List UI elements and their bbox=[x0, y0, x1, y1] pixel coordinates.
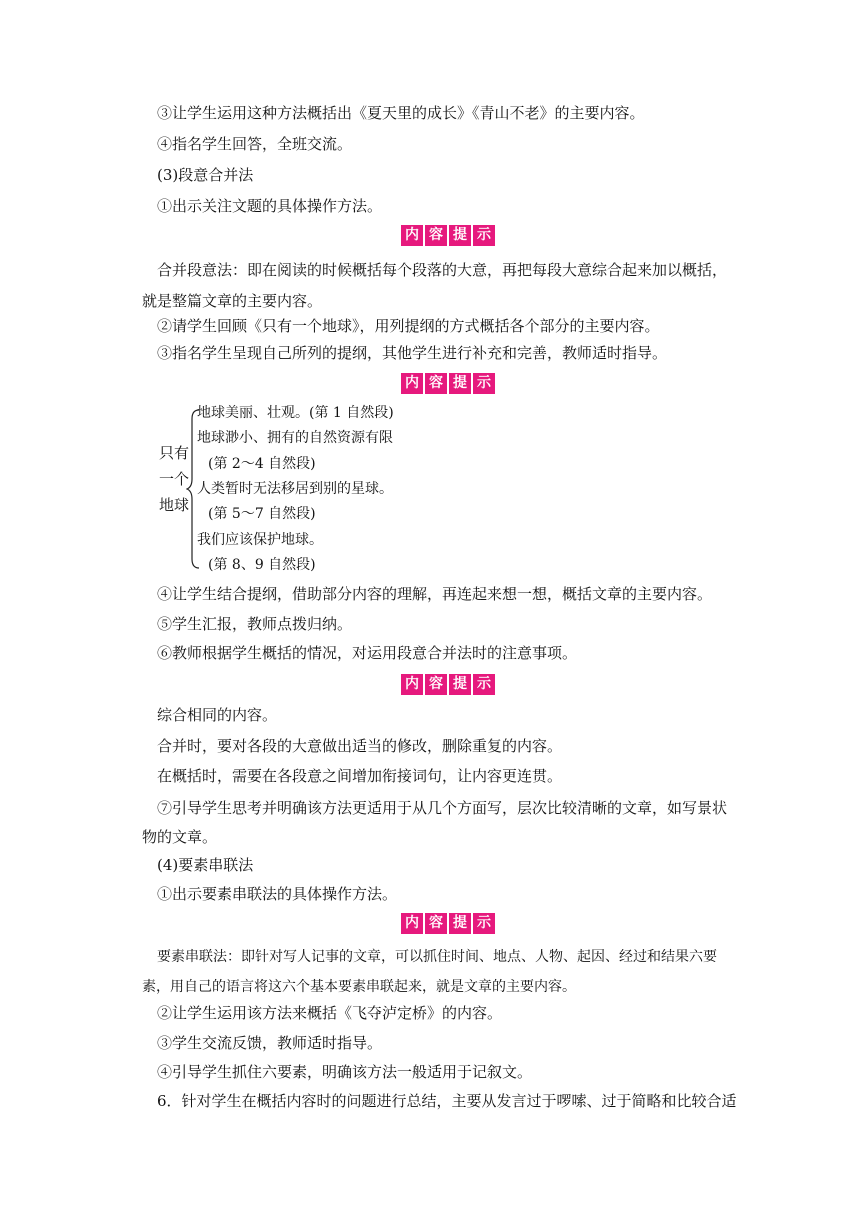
content-hint-badge: 内 容 提 示 bbox=[401, 674, 495, 695]
merge-method-definition: 合并段意法：即在阅读的时候概括每个段落的大意，再把每段大意综合起来加以概括，就是整篇文章的主要内容。 bbox=[142, 261, 728, 310]
note-item: 在概括时，需要在各段意之间增加衔接词句，让内容更连贯。 bbox=[157, 767, 563, 785]
note-item: 综合相同的内容。 bbox=[157, 706, 278, 724]
section-3-heading: (3)段意合并法 bbox=[157, 166, 254, 184]
elements-method-definition: 要素串联法：即针对写人记事的文章，可以抓住时间、地点、人物、起因、经过和结果六要素，用自己的语言将这六个基本要素串联起来，就是文章的主要内容。 bbox=[142, 949, 717, 995]
step-1-show-elements: ①出示要素串联法的具体操作方法。 bbox=[157, 885, 398, 903]
item-6-summary: 6．针对学生在概括内容时的问题进行总结，主要从发言过于啰嗦、过于简略和比较合适 bbox=[157, 1092, 737, 1110]
content-hint-badge: 内 容 提 示 bbox=[401, 373, 495, 394]
step-2-apply-elements: ②让学生运用该方法来概括《飞夺泸定桥》的内容。 bbox=[157, 1004, 503, 1022]
step-7-applicability: ⑦引导学生思考并明确该方法更适用于从几个方面写，层次比较清晰的文章，如写景状物的文章。 bbox=[142, 799, 728, 846]
outline-item-range: (第 5～7 自然段) bbox=[208, 506, 316, 522]
note-item: 合并时，要对各段的大意做出适当的修改，删除重复的内容。 bbox=[157, 737, 563, 755]
outline-item: 地球美丽、壮观。(第 1 自然段) bbox=[197, 405, 394, 421]
outline-item: 我们应该保护地球。 bbox=[197, 532, 323, 548]
step-3-feedback: ③学生交流反馈，教师适时指导。 bbox=[157, 1034, 383, 1052]
outline-root-label: 只有 一个 地球 bbox=[159, 444, 190, 514]
content-hint-badge: 内 容 提 示 bbox=[401, 913, 495, 934]
step-6-notes: ⑥教师根据学生概括的情况，对运用段意合并法时的注意事项。 bbox=[157, 644, 578, 662]
step-1-show-method: ①出示关注文题的具体操作方法。 bbox=[157, 197, 383, 215]
step-4-six-elements: ④引导学生抓住六要素，明确该方法一般适用于记叙文。 bbox=[157, 1063, 533, 1081]
content-hint-badge: 内 容 提 示 bbox=[401, 225, 495, 246]
step-2-review-outline: ②请学生回顾《只有一个地球》，用列提纲的方式概括各个部分的主要内容。 bbox=[157, 317, 660, 335]
section-4-heading: (4)要素串联法 bbox=[157, 856, 254, 874]
outline-item-range: (第 2～4 自然段) bbox=[208, 456, 316, 472]
outline-item-range: (第 8、9 自然段) bbox=[208, 557, 316, 573]
outline-item: 人类暂时无法移居到别的星球。 bbox=[197, 481, 393, 497]
step-5-report: ⑤学生汇报，教师点拨归纳。 bbox=[157, 615, 353, 633]
outline-item: 地球渺小、拥有的自然资源有限 bbox=[197, 430, 393, 446]
step-4-combine: ④让学生结合提纲，借助部分内容的理解，再连起来想一想，概括文章的主要内容。 bbox=[157, 585, 713, 603]
step-4-answer: ④指名学生回答，全班交流。 bbox=[157, 135, 353, 153]
step-3-summarize: ③让学生运用这种方法概括出《夏天里的成长》《青山不老》的主要内容。 bbox=[157, 104, 645, 122]
step-3-present-outline: ③指名学生呈现自己所列的提纲，其他学生进行补充和完善，教师适时指导。 bbox=[157, 344, 668, 362]
